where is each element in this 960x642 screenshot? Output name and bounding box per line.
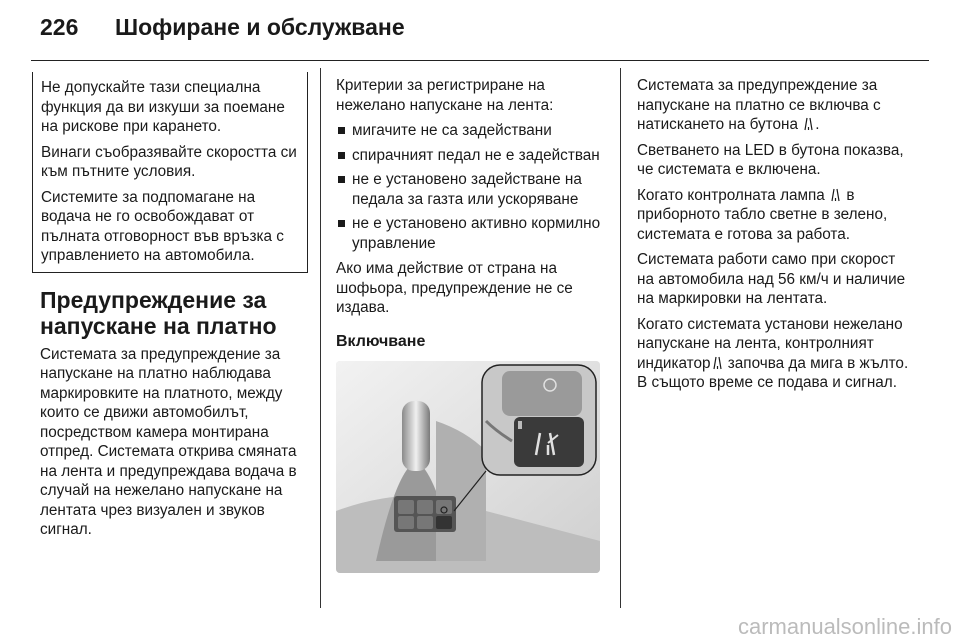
text-span: . <box>815 116 820 133</box>
list-item: спирачният педал не е задействан <box>336 146 606 166</box>
lane-departure-icon <box>803 117 814 131</box>
text-span: в приборното табло светне в зелено, системата е готова за работа. <box>637 186 888 243</box>
warning-box <box>32 72 308 273</box>
column-divider-2 <box>620 68 621 608</box>
header-rule <box>31 60 929 61</box>
watermark: carmanualsonline.info <box>737 614 952 639</box>
section-intro: Системата за предупреждение за напускане на платно наблюдава маркировките на платното, между които се движи автомобилът, посредством камера монтирана отпред. Системата открива смяната на лента и предупреждава водача в случай на нежелано напускане на лентата чрез визуален и звуков сигнал. <box>40 345 297 538</box>
list-item: мигачите не са задействани <box>336 121 606 141</box>
zoom-inset <box>482 365 596 475</box>
paragraph <box>637 76 913 135</box>
lane-departure-icon <box>830 188 841 202</box>
switch-panel <box>394 496 456 532</box>
warning-paragraph: Системите за подпомагане на водача не го освобождават от пълната отговорност във връзка с управлението на автомобила. <box>41 188 284 264</box>
center-console-figure <box>336 361 600 573</box>
column-1 <box>40 76 308 546</box>
gear-knob <box>402 401 430 471</box>
text-span: започва да мига в жълто. В същото време се подава и сигнал. <box>637 354 909 391</box>
paragraph: Светването на LED в бутона показва, че системата е включена. <box>637 141 904 178</box>
paragraph <box>637 315 913 393</box>
page-number: 226 <box>40 14 79 40</box>
column-2 <box>336 76 606 573</box>
activation-heading: Включване <box>336 332 426 350</box>
list-item: не е установено активно кормилно управление <box>336 214 606 253</box>
list-item: не е установено задействане на педала за газта или ускоряване <box>336 170 606 209</box>
lane-departure-icon <box>712 356 723 370</box>
criteria-outro: Ако има действие от страна на шофьора, предупреждение не се издава. <box>336 260 573 316</box>
column-3 <box>637 76 913 399</box>
warning-paragraph: Винаги съобразявайте скоростта си към пътните условия. <box>41 143 297 180</box>
text-span: Когато контролната лампа <box>637 186 825 204</box>
section-title: Предупреждение за напускане на платно <box>40 286 277 339</box>
text-span: Системата за предупреждение за напускане на платно се включва с натискането на бутона <box>637 77 881 133</box>
criteria-list <box>336 121 606 253</box>
column-divider-1 <box>320 68 321 608</box>
criteria-intro: Критерии за регистриране на нежелано напускане на лента: <box>336 77 554 114</box>
text-span: Когато системата установи нежелано напускане на лента, контролният индикатор <box>637 315 903 372</box>
paragraph: Системата работи само при скорост на автомобила над 56 км/ч и наличие на маркировки на лентата. <box>637 251 906 307</box>
paragraph <box>637 186 913 245</box>
page-header <box>40 14 405 44</box>
warning-paragraph: Не допускайте тази специална функция да ви изкуши за поемане на рискове при карането. <box>41 79 285 135</box>
center-console-illustration <box>336 361 600 573</box>
page-title: Шофиране и обслужване <box>115 14 405 40</box>
